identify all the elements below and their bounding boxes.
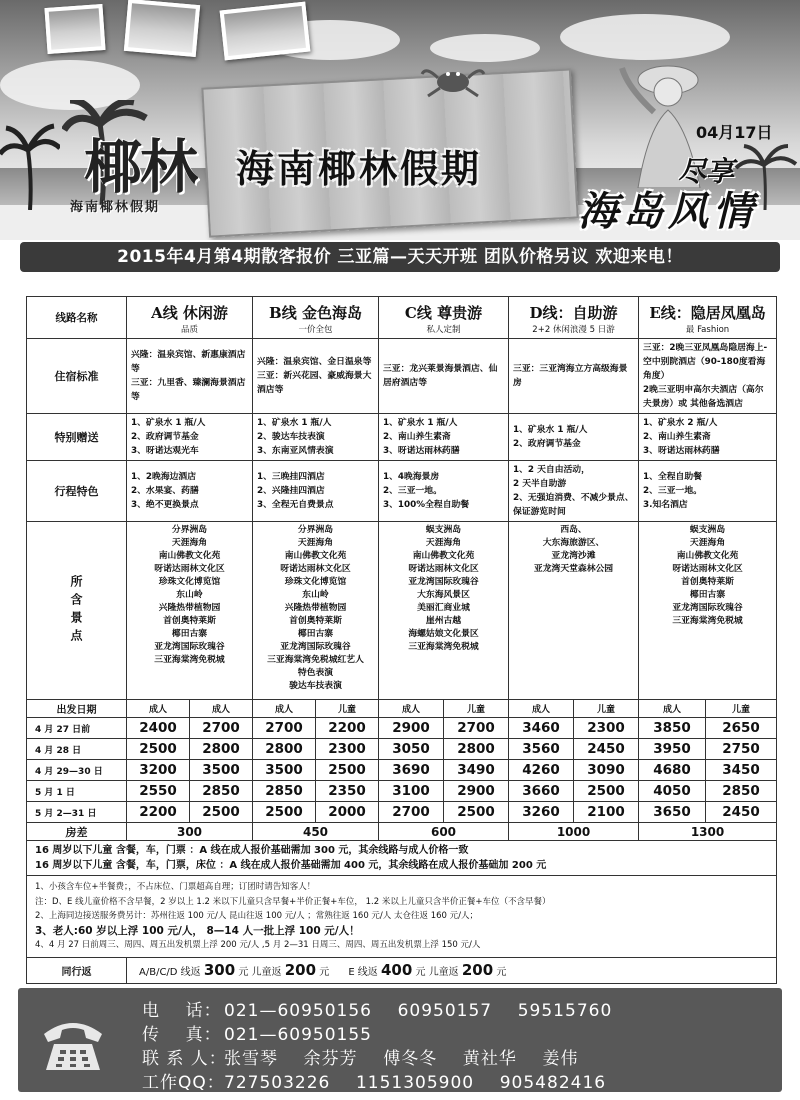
price-cell: 3500 bbox=[190, 760, 253, 781]
rebate-unit: 元 bbox=[238, 967, 249, 978]
gift-label: 特别赠送 bbox=[27, 414, 127, 461]
feature-row bbox=[27, 461, 777, 522]
departure-date: 4 月 27 日前 bbox=[27, 718, 127, 739]
hotel-row bbox=[27, 339, 777, 414]
departure-date: 5 月 1 日 bbox=[27, 781, 127, 802]
col-label: 儿童 bbox=[316, 700, 379, 718]
qq-value: 727503226 1151305900 905482416 bbox=[224, 1073, 607, 1093]
price-columns-row bbox=[27, 700, 777, 718]
gift-c: 1、矿泉水 1 瓶/人 2、南山养生素斋 3、呀诺达雨林药膳 bbox=[379, 414, 509, 461]
hotel-a: 兴隆：温泉宾馆、新惠康酒店等 三亚：九里香、臻澜海景酒店等 bbox=[127, 339, 253, 414]
logo-text: 椰林 bbox=[84, 133, 197, 201]
price-cell: 2650 bbox=[706, 718, 777, 739]
child-note-row bbox=[27, 841, 777, 876]
price-cell: 3260 bbox=[509, 802, 574, 823]
col-label: 成人 bbox=[509, 700, 574, 718]
people-value: 张雪琴 余芬芳 傅冬冬 黄社华 姜伟 bbox=[224, 1049, 579, 1069]
price-cell: 2000 bbox=[316, 802, 379, 823]
price-cell: 2550 bbox=[127, 781, 190, 802]
rebate-unit: 元 bbox=[319, 967, 330, 978]
gift-row bbox=[27, 414, 777, 461]
rebate-child-label: 儿童返 bbox=[428, 967, 459, 978]
departure-date: 4 月 28 日 bbox=[27, 739, 127, 760]
price-cell: 2700 bbox=[379, 802, 444, 823]
route-c-title: C线 尊贵游 bbox=[404, 303, 483, 322]
room-diff-row bbox=[27, 823, 777, 841]
spots-c: 蜈支洲岛 天涯海角 南山佛教文化苑 呀诺达雨林文化区 亚龙湾国际玫瑰谷 大东海风景区 美丽汇商业城 崖州古越 海螺姑娘文化景区 三亚海棠湾免税城 bbox=[379, 522, 509, 700]
price-cell: 2500 bbox=[574, 781, 639, 802]
note-item: 注：D、E 线儿童价格不含早餐，2 岁以上 1.2 米以下儿童只含早餐+半价正餐+车位， 1.2 米以上儿童只含半价正餐+车位（不含早餐） bbox=[35, 896, 551, 907]
rebate-unit: 元 bbox=[496, 967, 507, 978]
route-b-header bbox=[253, 297, 379, 339]
room-diff-a: 300 bbox=[127, 823, 253, 841]
price-cell: 2400 bbox=[127, 718, 190, 739]
price-cell: 2200 bbox=[316, 718, 379, 739]
room-diff-d: 1000 bbox=[509, 823, 639, 841]
phone-line bbox=[142, 996, 612, 1021]
rebate-unit: 元 bbox=[415, 967, 426, 978]
child-note: 16 周岁以下儿童 含餐，车，门票，床位 ：A 线在成人报价基础需加 400 元，其余线路在成人报价基础加 200 元 bbox=[35, 860, 547, 871]
price-cell: 4260 bbox=[509, 760, 574, 781]
rebate-row bbox=[27, 957, 777, 983]
col-label: 成人 bbox=[127, 700, 190, 718]
phone-value: 021—60950156 60950157 59515760 bbox=[224, 1001, 613, 1021]
departure-label: 出发日期 bbox=[27, 700, 127, 718]
gift-d: 1、矿泉水 1 瓶/人 2、政府调节基金 bbox=[509, 414, 639, 461]
price-cell: 2300 bbox=[316, 739, 379, 760]
feature-c: 1、4晚海景房 2、三亚一地。 3、100%全程自助餐 bbox=[379, 461, 509, 522]
contact-panel bbox=[18, 988, 782, 1092]
price-cell: 2850 bbox=[706, 781, 777, 802]
route-a-header bbox=[127, 297, 253, 339]
price-cell: 2100 bbox=[574, 802, 639, 823]
price-cell: 3950 bbox=[639, 739, 706, 760]
price-cell: 2700 bbox=[253, 718, 316, 739]
price-cell: 2500 bbox=[316, 760, 379, 781]
price-row bbox=[27, 802, 777, 823]
price-cell: 3450 bbox=[706, 760, 777, 781]
col-label: 儿童 bbox=[574, 700, 639, 718]
price-cell: 2500 bbox=[127, 739, 190, 760]
feature-a: 1、2晚海边酒店 2、水果宴、药膳 3、绝不更换景点 bbox=[127, 461, 253, 522]
price-cell: 2500 bbox=[444, 802, 509, 823]
route-e-header bbox=[639, 297, 777, 339]
price-cell: 3850 bbox=[639, 718, 706, 739]
hotel-c: 三亚：龙兴莱景海景酒店、仙居府酒店等 bbox=[379, 339, 509, 414]
route-d-sub: 2+2 休闲浪漫 5 日游 bbox=[532, 324, 615, 335]
price-cell: 2700 bbox=[444, 718, 509, 739]
notes-row bbox=[27, 876, 777, 958]
route-c-sub: 私人定制 bbox=[426, 324, 461, 335]
col-label: 成人 bbox=[639, 700, 706, 718]
price-cell: 4680 bbox=[639, 760, 706, 781]
feature-e: 1、全程自助餐 2、三亚一地。 3.知名酒店 bbox=[639, 461, 777, 522]
col-label: 成人 bbox=[190, 700, 253, 718]
palm-tree-icon bbox=[0, 120, 60, 210]
route-d-title: D线：自助游 bbox=[529, 303, 618, 322]
price-cell: 2900 bbox=[444, 781, 509, 802]
hotel-b: 兴隆：温泉宾馆、金日温泉等 三亚：新兴花园、豪威海景大酒店等 bbox=[253, 339, 379, 414]
rebate-child-value: 200 bbox=[461, 961, 494, 979]
issue-date: 04月17日 bbox=[696, 123, 773, 142]
departure-date: 4 月 29—30 日 bbox=[27, 760, 127, 781]
price-cell: 2200 bbox=[127, 802, 190, 823]
price-cell: 4050 bbox=[639, 781, 706, 802]
rebate-values bbox=[127, 957, 777, 983]
price-row bbox=[27, 718, 777, 739]
price-cell: 2700 bbox=[190, 718, 253, 739]
rebate-label: 同行返 bbox=[27, 957, 127, 983]
feature-d: 1、2 天自由活动， 2 天半自助游 2、无强迫消费、不减少景点、保证游览时间 bbox=[509, 461, 639, 522]
gift-a: 1、矿泉水 1 瓶/人 2、政府调节基金 3、呀诺达观光车 bbox=[127, 414, 253, 461]
fax-line bbox=[142, 1020, 372, 1045]
beach-photo bbox=[44, 4, 105, 54]
price-row bbox=[27, 781, 777, 802]
spots-b: 分界洲岛 天涯海角 南山佛教文化苑 呀诺达雨林文化区 珍珠文化博览馆 东山岭 兴隆热带植物园 首创奥特莱斯 椰田古寨 亚龙湾国际玫瑰谷 三亚海棠湾免税城红艺人 特色表演 骏达车技表演 bbox=[253, 522, 379, 700]
beach-photo bbox=[124, 0, 200, 57]
fax-value: 021—60950155 bbox=[224, 1025, 372, 1045]
spots-e: 蜈支洲岛 天涯海角 南山佛教文化苑 呀诺达雨林文化区 首创奥特莱斯 椰田古寨 亚龙湾国际玫瑰谷 三亚海棠湾免税城 bbox=[639, 522, 777, 700]
rebate-e-value: 400 bbox=[381, 961, 413, 979]
spots-label-cell bbox=[27, 522, 127, 700]
price-cell: 2800 bbox=[190, 739, 253, 760]
beach-photo bbox=[220, 2, 311, 61]
route-header-row bbox=[27, 297, 777, 339]
rebate-child-value: 200 bbox=[284, 961, 317, 979]
child-note-block bbox=[27, 841, 777, 876]
price-cell: 3500 bbox=[253, 760, 316, 781]
hotel-d: 三亚：三亚湾海立方高级海景房 bbox=[509, 339, 639, 414]
price-cell: 2800 bbox=[253, 739, 316, 760]
col-label: 成人 bbox=[253, 700, 316, 718]
price-cell: 2450 bbox=[706, 802, 777, 823]
price-cell: 2300 bbox=[574, 718, 639, 739]
rebate-abcd-label: A/B/C/D 线返 bbox=[139, 967, 201, 978]
price-cell: 2350 bbox=[316, 781, 379, 802]
hotel-label: 住宿标准 bbox=[27, 339, 127, 414]
col-label: 成人 bbox=[379, 700, 444, 718]
telephone-icon bbox=[40, 1016, 106, 1074]
route-c-header bbox=[379, 297, 509, 339]
price-row bbox=[27, 739, 777, 760]
route-a-sub: 品质 bbox=[180, 324, 198, 335]
price-cell: 3050 bbox=[379, 739, 444, 760]
spots-d: 西岛、 大东海旅游区、 亚龙湾沙滩 亚龙湾天堂森林公园 bbox=[509, 522, 639, 700]
price-cell: 2900 bbox=[379, 718, 444, 739]
price-cell: 3660 bbox=[509, 781, 574, 802]
price-table bbox=[26, 296, 777, 984]
price-cell: 3460 bbox=[509, 718, 574, 739]
price-cell: 3650 bbox=[639, 802, 706, 823]
feature-label: 行程特色 bbox=[27, 461, 127, 522]
qq-label: 工作QQ： bbox=[142, 1073, 225, 1093]
route-e-sub: 最 Fashion bbox=[685, 324, 730, 335]
price-row bbox=[27, 760, 777, 781]
note-item: 4、4 月 27 日前周三、周四、周五出发机票上浮 200 元/人 ,5 月 2—31 日周三、周四、周五出发机票上浮 150 元/人 bbox=[35, 940, 481, 950]
slogan-line-1: 尽享 bbox=[678, 155, 735, 188]
issue-ribbon: 2015年4月第4期散客报价 三亚篇—天天开班 团队价格另议 欢迎来电！ bbox=[20, 242, 780, 272]
departure-date: 5 月 2—31 日 bbox=[27, 802, 127, 823]
note-item: 1、小孩含车位+半餐费；，不占床位、门票超高自理；订团时请告知客人！ bbox=[35, 882, 316, 892]
fax-label: 传 真： bbox=[142, 1025, 222, 1045]
gift-e: 1、矿泉水 2 瓶/人 2、南山养生素斋 3、呀诺达雨林药膳 bbox=[639, 414, 777, 461]
price-cell: 2450 bbox=[574, 739, 639, 760]
logo-subtitle: 海南椰林假期 bbox=[70, 200, 161, 215]
price-cell: 2850 bbox=[190, 781, 253, 802]
qq-line bbox=[142, 1068, 606, 1093]
slogan-line-2: 海岛风情 bbox=[578, 189, 758, 235]
route-b-title: B线 金色海岛 bbox=[269, 303, 362, 322]
price-cell: 2850 bbox=[253, 781, 316, 802]
people-label: 联 系 人： bbox=[142, 1049, 227, 1069]
spots-label: 所含景点 bbox=[69, 574, 83, 647]
price-cell: 3200 bbox=[127, 760, 190, 781]
price-cell: 3690 bbox=[379, 760, 444, 781]
price-cell: 3490 bbox=[444, 760, 509, 781]
route-b-sub: 一价全包 bbox=[298, 324, 333, 335]
col-label: 儿童 bbox=[444, 700, 509, 718]
rebate-abcd-value: 300 bbox=[203, 961, 236, 979]
col-label: 儿童 bbox=[706, 700, 777, 718]
room-diff-b: 450 bbox=[253, 823, 379, 841]
room-diff-c: 600 bbox=[379, 823, 509, 841]
spots-row bbox=[27, 522, 777, 700]
feature-b: 1、三晚挂四酒店 2、兴隆挂四酒店 3、全程无自费景点 bbox=[253, 461, 379, 522]
child-note: 16 周岁以下儿童 含餐，车，门票 ：A 线在成人报价基础需加 300 元，其余线路与成人价格一致 bbox=[35, 845, 469, 856]
note-item: 3、老人:60 岁以上浮 100 元/人， 8—14 人一批上浮 100 元/人！ bbox=[35, 924, 360, 937]
route-name-label: 线路名称 bbox=[27, 297, 127, 339]
spots-a: 分界洲岛 天涯海角 南山佛教文化苑 呀诺达雨林文化区 珍珠文化博览馆 东山岭 兴隆热带植物园 首创奥特莱斯 椰田古寨 亚龙湾国际玫瑰谷 三亚海棠湾免税城 bbox=[127, 522, 253, 700]
note-item: 2、上海同边接送服务费另计：苏州往返 100 元/人 昆山往返 100 元/人 ；常熟往返 160 元/人 太仓往返 160 元/人； bbox=[35, 911, 478, 921]
price-cell: 2500 bbox=[190, 802, 253, 823]
price-cell: 2800 bbox=[444, 739, 509, 760]
rebate-e-label: E 线返 bbox=[348, 967, 378, 978]
people-line bbox=[142, 1044, 578, 1069]
header-banner bbox=[0, 0, 800, 240]
page-title: 海南椰林假期 bbox=[236, 147, 483, 191]
price-cell: 3100 bbox=[379, 781, 444, 802]
price-cell: 2500 bbox=[253, 802, 316, 823]
hotel-e: 三亚：2晚三亚凤凰岛隐居海上-空中别院酒店（90-180度看海角度） 2晚三亚明申高尔夫酒店（高尔夫景房）或 其他备选酒店 bbox=[639, 339, 777, 414]
price-cell: 3560 bbox=[509, 739, 574, 760]
route-e-title: E线：隐居凤凰岛 bbox=[649, 303, 766, 322]
price-cell: 2750 bbox=[706, 739, 777, 760]
phone-label: 电 话： bbox=[142, 1001, 222, 1021]
route-a-title: A线 休闲游 bbox=[151, 303, 228, 322]
notes-block bbox=[27, 876, 777, 958]
room-diff-e: 1300 bbox=[639, 823, 777, 841]
price-cell: 3090 bbox=[574, 760, 639, 781]
gift-b: 1、矿泉水 1 瓶/人 2、骏达车技表演 3、东南亚风情表演 bbox=[253, 414, 379, 461]
price-body bbox=[27, 718, 777, 823]
rebate-child-label: 儿童返 bbox=[251, 967, 282, 978]
crab-icon bbox=[418, 58, 488, 98]
route-d-header bbox=[509, 297, 639, 339]
room-diff-label: 房差 bbox=[27, 823, 127, 841]
